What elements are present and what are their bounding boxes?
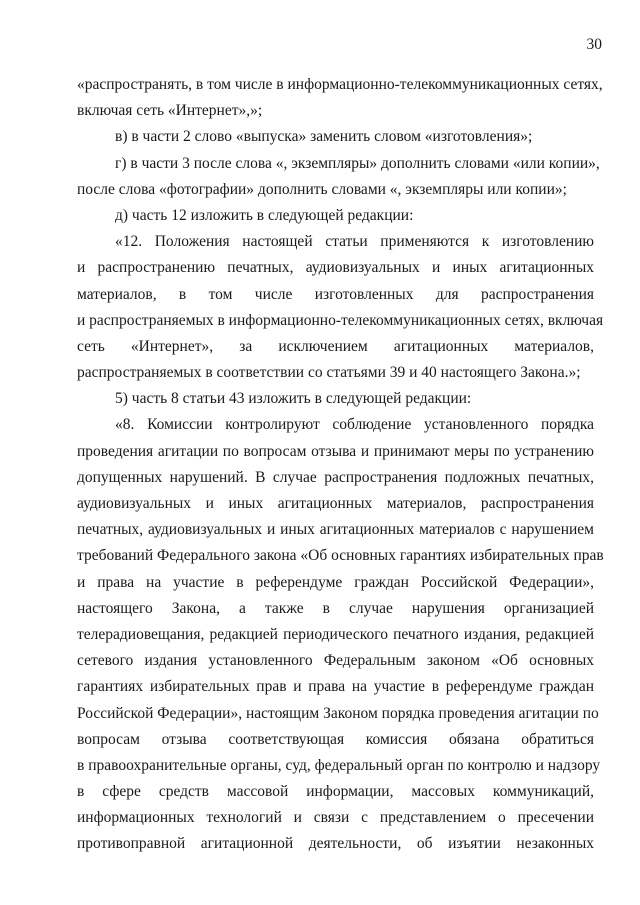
- text-line: проведения агитации по вопросам отзыва и принимают меры по устранению: [77, 442, 594, 460]
- text-line: и права на участие в референдуме граждан Российской Федерации»,: [77, 573, 594, 591]
- text-line: допущенных нарушений. В случае распространения подложных печатных,: [77, 468, 594, 486]
- document-body: [77, 72, 604, 858]
- text-line: «8. Комиссии контролируют соблюдение установленного порядка: [115, 416, 594, 434]
- text-line: д) часть 12 изложить в следующей редакции:: [115, 206, 414, 224]
- text-line: «12. Положения настоящей статьи применяются к изготовлению: [115, 233, 594, 251]
- text-line: сеть «Интернет», за исключением агитационных материалов,: [77, 337, 594, 355]
- text-line: и распространению печатных, аудиовизуальных и иных агитационных: [77, 259, 594, 277]
- text-line: аудиовизуальных и иных агитационных материалов, распространения: [77, 495, 594, 512]
- text-line: вопросам отзыва соответствующая комиссия обязана обратиться: [77, 730, 594, 748]
- text-line: требований Федерального закона «Об основных гарантиях избирательных прав: [77, 547, 604, 565]
- text-line: включая сеть «Интернет»,»;: [77, 102, 263, 120]
- text-line: гарантиях избирательных прав и права на участие в референдуме граждан: [77, 678, 594, 696]
- text-line: «распространять, в том числе в информационно-телекоммуникационных сетях,: [77, 76, 603, 93]
- text-line: после слова «фотографии» дополнить словами «, экземпляры или копии»;: [77, 180, 567, 198]
- text-line: информационных технологий и связи с представлением о пресечении: [77, 809, 594, 827]
- text-line: противоправной агитационной деятельности, об изъятии незаконных: [77, 835, 594, 853]
- text-line: в сфере средств массовой информации, массовых коммуникаций,: [77, 783, 594, 801]
- text-line: настоящего Закона, а также в случае нарушения организацией: [77, 599, 594, 617]
- text-line: Российской Федерации», настоящим Законом порядка проведения агитации по: [77, 704, 599, 722]
- page-number: 30: [586, 36, 602, 53]
- text-line: материалов, в том числе изготовленных для распространения: [77, 285, 594, 303]
- text-line: сетевого издания установленного Федеральным законом «Об основных: [77, 652, 594, 670]
- text-line: в) в части 2 слово «выпуска» заменить словом «изготовления»;: [115, 128, 533, 146]
- text-line: и распространяемых в информационно-телекоммуникационных сетях, включая: [77, 311, 604, 329]
- text-line: в правоохранительные органы, суд, федеральный орган по контролю и надзору: [77, 756, 601, 774]
- text-line: печатных, аудиовизуальных и иных агитационных материалов с нарушением: [77, 521, 594, 539]
- text-line: г) в части 3 после слова «, экземпляры» дополнить словами «или копии»,: [115, 154, 600, 172]
- text-line: телерадиовещания, редакцией периодического печатного издания, редакцией: [77, 625, 594, 643]
- text-line: 5) часть 8 статьи 43 изложить в следующей редакции:: [115, 390, 472, 408]
- text-line: распространяемых в соответствии со статьями 39 и 40 настоящего Закона.»;: [77, 364, 581, 382]
